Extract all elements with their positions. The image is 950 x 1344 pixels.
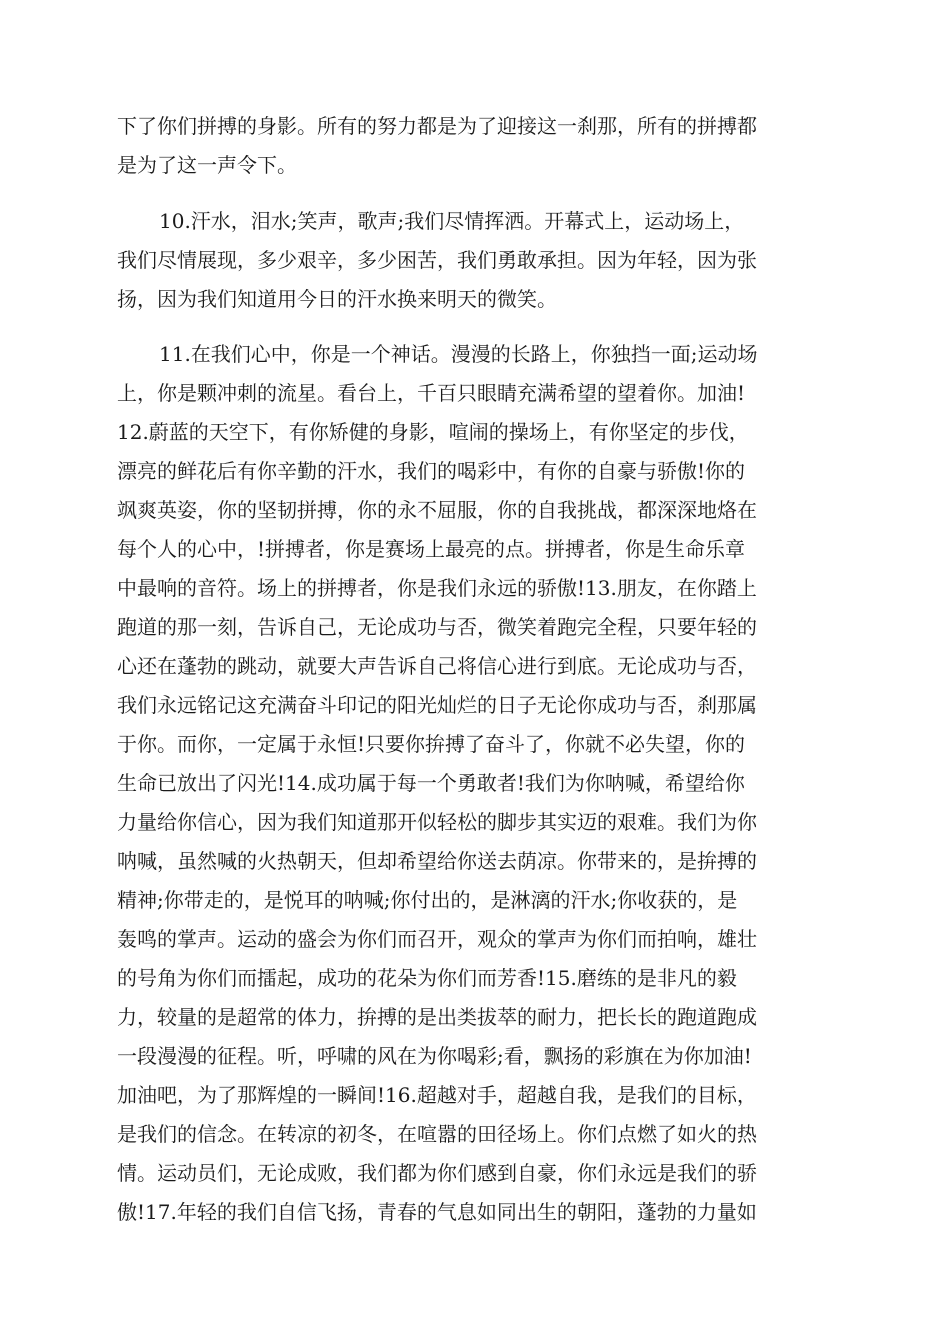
text-line: 情。运动员们，无论成败，我们都为你们感到自豪，你们永远是我们的骄 (117, 1161, 757, 1185)
text-line: 一段漫漫的征程。听，呼啸的风在为你喝彩;看，飘扬的彩旗在为你加油! (117, 1044, 752, 1068)
text-line: 的号角为你们而擂起，成功的花朵为你们而芳香!15.磨练的是非凡的毅 (117, 966, 737, 990)
text-line: 漂亮的鲜花后有你辛勤的汗水，我们的喝彩中，有你的自豪与骄傲!你的 (117, 459, 746, 483)
text-line: 心还在蓬勃的跳动，就要大声告诉自己将信心进行到底。无论成功与否， (117, 654, 757, 678)
text-line: 上，你是颗冲刺的流星。看台上，千百只眼睛充满希望的望着你。加油! (117, 381, 746, 405)
text-line: 下了你们拼搏的身影。所有的努力都是为了迎接这一刹那，所有的拼搏都 (117, 114, 757, 138)
text-line: 是为了这一声令下。 (117, 153, 297, 177)
text-line: 加油吧，为了那辉煌的一瞬间!16.超越对手，超越自我，是我们的目标， (117, 1083, 757, 1107)
text-line: 是我们的信念。在转凉的初冬，在喧嚣的田径场上。你们点燃了如火的热 (117, 1122, 757, 1146)
paragraph-item-10 (117, 202, 837, 319)
paragraph-continuation (117, 107, 837, 185)
text-line: 我们尽情展现，多少艰辛，多少困苦，我们勇敢承担。因为年轻，因为张 (117, 248, 757, 272)
text-line: 力，较量的是超常的体力，拚搏的是出类拔萃的耐力，把长长的跑道跑成 (117, 1005, 757, 1029)
text-line: 扬，因为我们知道用今日的汗水换来明天的微笑。 (117, 287, 557, 311)
text-line: 我们永远铭记这充满奋斗印记的阳光灿烂的日子无论你成功与否，刹那属 (117, 693, 757, 717)
text-line: 精神;你带走的，是悦耳的呐喊;你付出的，是淋漓的汗水;你收获的，是 (117, 888, 738, 912)
text-line: 10.汗水，泪水;笑声，歌声;我们尽情挥洒。开幕式上，运动场上， (159, 209, 745, 233)
text-line: 力量给你信心，因为我们知道那开似轻松的脚步其实迈的艰难。我们为你 (117, 810, 757, 834)
text-line: 傲!17.年轻的我们自信飞扬，青春的气息如同出生的朝阳，蓬勃的力量如 (117, 1200, 757, 1224)
text-line: 轰鸣的掌声。运动的盛会为你们而召开，观众的掌声为你们而拍响，雄壮 (117, 927, 757, 951)
text-line: 于你。而你，一定属于永恒!只要你拚搏了奋斗了，你就不必失望，你的 (117, 732, 746, 756)
text-line: 11.在我们心中，你是一个神话。漫漫的长路上，你独挡一面;运动场 (159, 342, 758, 366)
paragraph-item-11-onward (117, 335, 837, 1232)
text-line: 中最响的音符。场上的拼搏者，你是我们永远的骄傲!13.朋友，在你踏上 (117, 576, 757, 600)
text-line: 跑道的那一刻，告诉自己，无论成功与否，微笑着跑完全程，只要年轻的 (117, 615, 757, 639)
text-line: 每个人的心中，!拼搏者，你是赛场上最亮的点。拼搏者，你是生命乐章 (117, 537, 746, 561)
text-line: 生命已放出了闪光!14.成功属于每一个勇敢者!我们为你呐喊，希望给你 (117, 771, 745, 795)
text-line: 12.蔚蓝的天空下，有你矫健的身影，喧闹的操场上，有你坚定的步伐， (117, 420, 749, 444)
text-line: 飒爽英姿，你的坚韧拼搏，你的永不屈服，你的自我挑战，都深深地烙在 (117, 498, 757, 522)
text-line: 呐喊，虽然喊的火热朝天，但却希望给你送去荫凉。你带来的，是拚搏的 (117, 849, 757, 873)
